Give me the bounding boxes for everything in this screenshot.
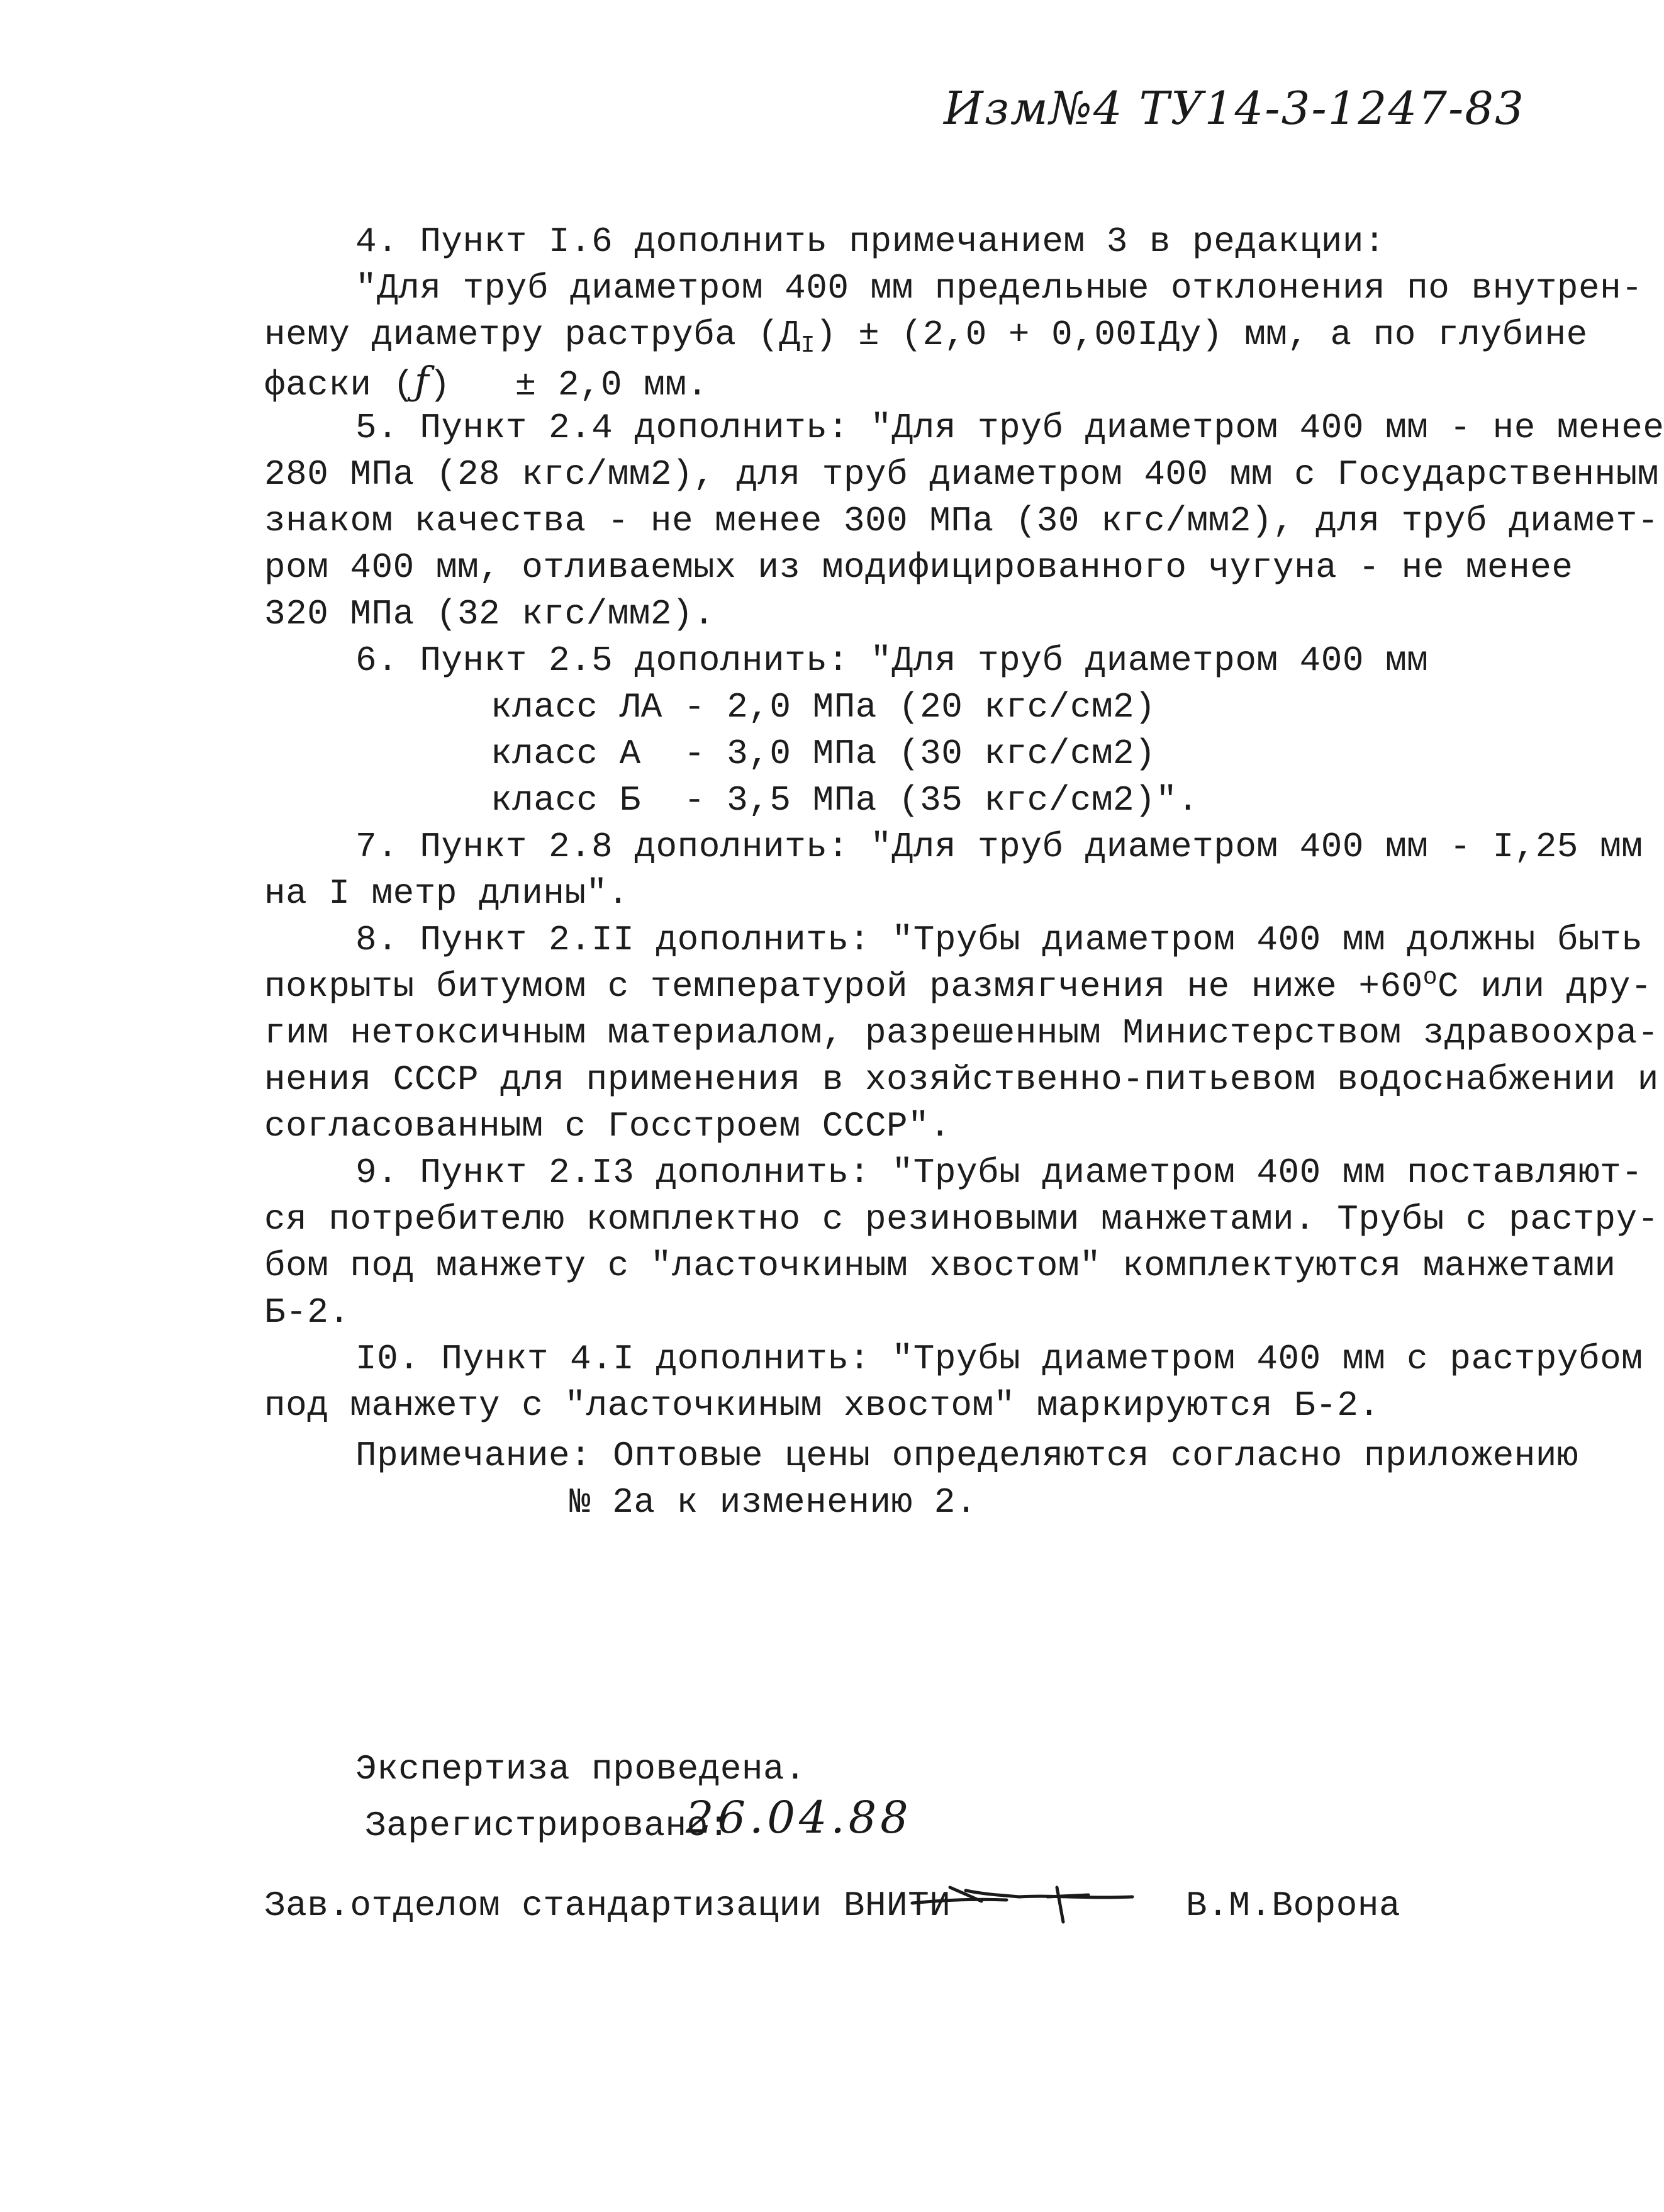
- item-10-line-1: I0. Пункт 4.I дополнить: "Трубы диаметром 400 мм с раструбом: [355, 1339, 1643, 1379]
- item-8-line-3: гим нетоксичным материалом, разрешенным Министерством здравоохра-: [264, 1013, 1659, 1053]
- item-9-line-2: ся потребителю комплектно с резиновыми манжетами. Трубы с растру-: [264, 1199, 1659, 1239]
- item-4-line-4-end: ) ± 2,0 мм.: [429, 365, 708, 405]
- item-9-line-3: бом под манжету с "ласточкиным хвостом" комплектуются манжетами: [264, 1246, 1616, 1286]
- item-4-line-3: [264, 313, 1588, 360]
- item-8-line-2-start: покрыты битумом с температурой размягчения не ниже +60: [264, 966, 1423, 1007]
- item-4-line-3-start: нему диаметру раструба (Д: [264, 315, 801, 355]
- item-5-line-1: 5. Пункт 2.4 дополнить: "Для труб диаметром 400 мм - не менее: [355, 408, 1664, 448]
- item-6-class-a: класс А - 3,0 МПа (30 кгс/см2): [491, 734, 1156, 774]
- item-5-line-5: 320 МПа (32 кгс/мм2).: [264, 594, 715, 634]
- item-7-line-2: на I метр длины".: [264, 873, 629, 913]
- subscript-index: I: [800, 332, 815, 360]
- item-5-line-3: знаком качества - не менее 300 МПа (30 кгс/мм2), для труб диамет-: [264, 501, 1659, 541]
- note-line-2: № 2а к изменению 2.: [569, 1482, 978, 1522]
- item-8-line-4: нения СССР для применения в хозяйственно-питьевом водоснабжении и: [264, 1059, 1659, 1100]
- item-6-class-la: класс ЛА - 2,0 МПа (20 кгс/см2): [491, 687, 1156, 727]
- item-9-line-1: 9. Пункт 2.I3 дополнить: "Трубы диаметром 400 мм поставляют-: [355, 1153, 1643, 1193]
- item-6-class-b: класс Б - 3,5 МПа (35 кгс/см2)".: [491, 780, 1199, 820]
- item-4-line-2: "Для труб диаметром 400 мм предельные отклонения по внутрен-: [355, 268, 1643, 308]
- registered-label: Зарегистрировано:: [365, 1806, 730, 1846]
- item-9-line-4: Б-2.: [264, 1292, 350, 1332]
- item-8-line-5: согласованным с Госстроем СССР".: [264, 1106, 951, 1146]
- degree-superscript: о: [1422, 964, 1438, 991]
- item-4-line-3-end: ) ± (2,0 + 0,00IДу) мм, а по глубине: [815, 315, 1588, 355]
- item-10-line-2: под манжету с "ласточкиным хвостом" маркируются Б-2.: [264, 1385, 1380, 1426]
- handwritten-document-reference: Изм№4 ТУ14-3-1247-83: [944, 82, 1525, 135]
- handwritten-registration-date: 26.04.88: [686, 1792, 912, 1843]
- item-5-line-4: ром 400 мм, отливаемых из модифицированного чугуна - не менее: [264, 547, 1573, 588]
- item-4-line-4-start: фаски (: [264, 365, 415, 405]
- item-5-line-2: 280 МПа (28 кгс/мм2), для труб диаметром 400 мм с Государственным: [264, 454, 1659, 494]
- expertise-statement: Экспертиза проведена.: [355, 1749, 807, 1789]
- signature-image: [906, 1862, 1145, 1931]
- item-4-line-1: 4. Пункт I.6 дополнить примечанием 3 в редакции:: [355, 221, 1386, 262]
- handwritten-f-symbol: ƒ: [414, 358, 430, 404]
- item-8-line-2: [264, 965, 1652, 1008]
- position-title: Зав.отделом стандартизации ВНИТИ: [264, 1885, 951, 1926]
- note-line-1: Примечание: Оптовые цены определяются согласно приложению: [355, 1436, 1579, 1476]
- item-7-line-1: 7. Пункт 2.8 дополнить: "Для труб диаметром 400 мм - I,25 мм: [355, 827, 1643, 867]
- item-8-line-1: 8. Пункт 2.II дополнить: "Трубы диаметром 400 мм должны быть: [355, 920, 1643, 960]
- signatory-name: В.М.Ворона: [1186, 1885, 1401, 1926]
- item-8-line-2-end: С или дру-: [1438, 966, 1653, 1007]
- item-4-line-4: [264, 360, 708, 406]
- item-6-line-1: 6. Пункт 2.5 дополнить: "Для труб диаметром 400 мм: [355, 640, 1429, 681]
